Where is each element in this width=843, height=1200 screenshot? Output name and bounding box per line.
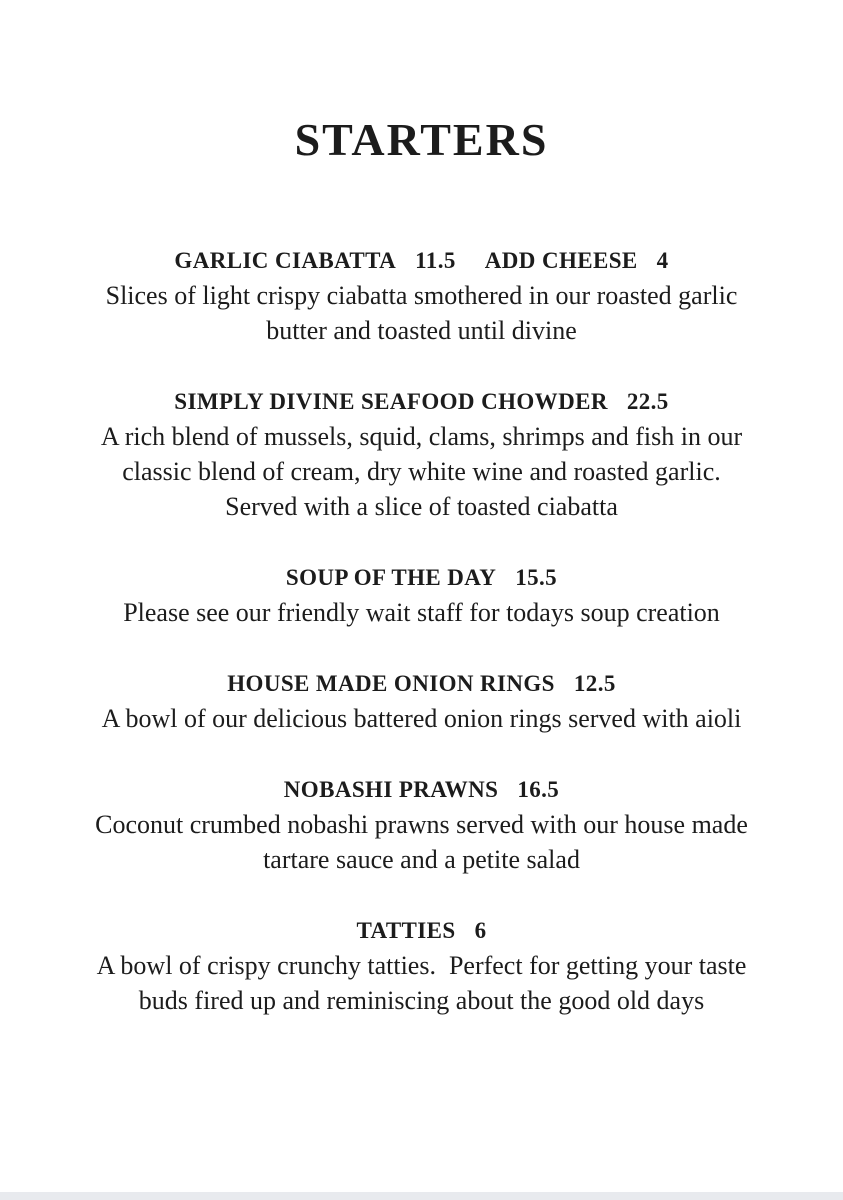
menu-item-description: Slices of light crispy ciabatta smothered in our roasted garlic butter and toasted until divine (105, 281, 744, 346)
menu-item-heading (92, 384, 752, 419)
menu-item-onion-rings (92, 666, 752, 736)
page-title: STARTERS (294, 114, 549, 165)
menu-item-heading (92, 666, 752, 701)
page-bottom-bar (0, 1192, 843, 1200)
menu-item-name: NOBASHI PRAWNS (283, 777, 499, 803)
menu-item-heading (92, 772, 752, 807)
menu-item-price: 6 (474, 918, 487, 944)
menu-item-seafood-chowder (92, 384, 752, 524)
menu-item-description: A bowl of crispy crunchy tatties. Perfect for getting your taste buds fired up and reminiscing about the good old days (96, 951, 753, 1016)
menu-item-garlic-ciabatta (92, 243, 752, 348)
menu-item-heading (92, 913, 752, 948)
menu-item-price: 16.5 (517, 777, 560, 803)
menu-item-name: HOUSE MADE ONION RINGS (227, 671, 555, 697)
starters-menu-list (0, 243, 843, 1018)
menu-item-extra-price: 4 (656, 248, 669, 274)
menu-item-heading (92, 243, 752, 278)
menu-item-name: TATTIES (356, 918, 456, 944)
menu-item-price: 22.5 (626, 389, 669, 415)
menu-item-price: 15.5 (515, 565, 558, 591)
menu-item-description: Please see our friendly wait staff for todays soup creation (123, 598, 720, 628)
menu-item-soup-of-the-day (92, 560, 752, 630)
menu-item-description: A rich blend of mussels, squid, clams, shrimps and fish in our classic blend of cream, dry white wine and roasted garlic. Served with a slice of toasted ciabatta (100, 422, 749, 522)
menu-item-price: 12.5 (573, 671, 616, 697)
menu-item-name: GARLIC CIABATTA (174, 248, 397, 274)
menu-item-tatties (92, 913, 752, 1018)
menu-item-heading (92, 560, 752, 595)
menu-item-nobashi-prawns (92, 772, 755, 877)
menu-item-name: SOUP OF THE DAY (285, 565, 497, 591)
menu-item-description: Coconut crumbed nobashi prawns served with our house made tartare sauce and a petite salad (95, 810, 755, 875)
menu-item-description: A bowl of our delicious battered onion rings served with aioli (101, 704, 742, 734)
menu-item-price: 11.5 (415, 248, 456, 274)
menu-item-extra-name: ADD CHEESE (484, 248, 638, 274)
menu-item-name: SIMPLY DIVINE SEAFOOD CHOWDER (174, 389, 608, 415)
